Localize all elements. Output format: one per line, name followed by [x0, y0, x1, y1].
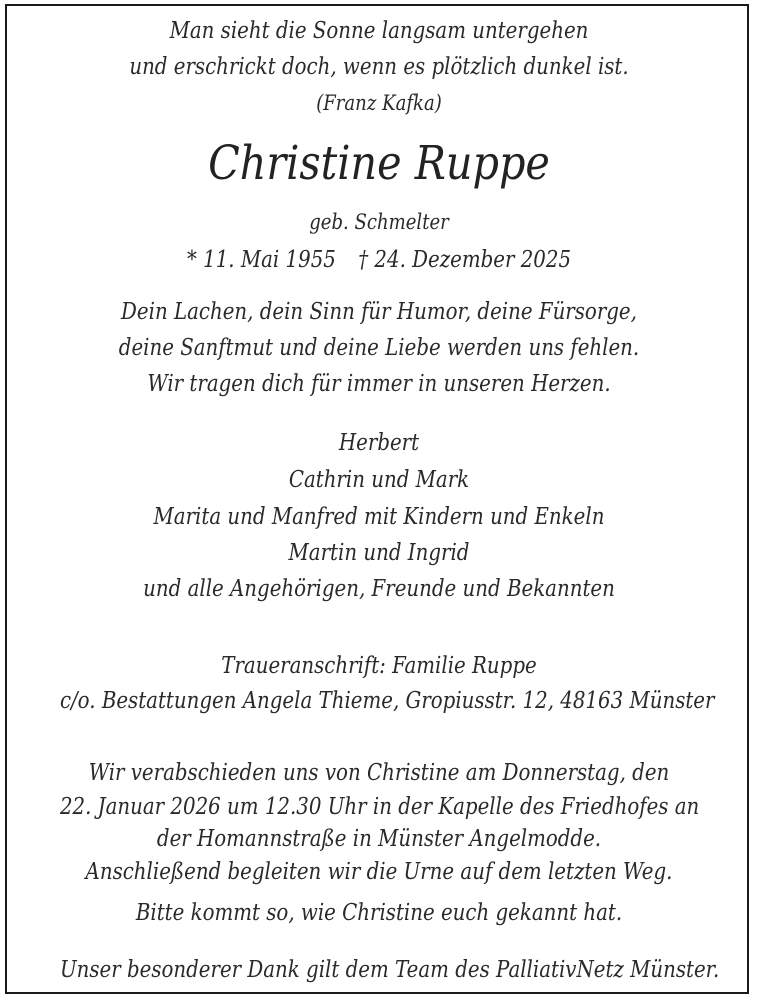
mourning-address-label: Traueranschrift: Familie Ruppe	[221, 653, 537, 679]
tribute-line: Dein Lachen, dein Sinn für Humor, deine Fürsorge,	[121, 299, 637, 325]
funeral-line: Wir verabschieden uns von Christine am Donnerstag, den	[88, 760, 670, 786]
deceased-name: Christine Ruppe	[208, 136, 550, 191]
birth-date: * 11. Mai 1955	[186, 247, 336, 273]
funeral-line: der Homannstraße in Münster Angelmodde.	[156, 826, 602, 852]
mourner-line: Cathrin und Mark	[288, 467, 470, 493]
death-date: † 24. Dezember 2025	[358, 247, 572, 273]
life-dates	[60, 249, 698, 272]
quote-line-1: Man sieht die Sonne langsam untergehen	[169, 18, 589, 44]
request-line: Bitte kommt so, wie Christine euch gekannt hat.	[135, 900, 623, 926]
birth-name: geb. Schmelter	[309, 210, 449, 234]
thanks-line: Unser besonderer Dank gilt dem Team des PalliativNetz Münster.	[59, 957, 720, 983]
quote-author: (Franz Kafka)	[316, 91, 442, 115]
mourner-line: Martin und Ingrid	[288, 540, 470, 566]
funeral-line: 22. Januar 2026 um 12.30 Uhr in der Kapelle des Friedhofes an	[59, 794, 700, 820]
mourning-address: c/o. Bestattungen Angela Thieme, Gropiusstr. 12, 48163 Münster	[59, 688, 715, 714]
quote-line-2: und erschrickt doch, wenn es plötzlich dunkel ist.	[129, 54, 629, 80]
tribute-line: Wir tragen dich für immer in unseren Herzen.	[147, 371, 611, 397]
mourner-line: Herbert	[338, 430, 420, 456]
funeral-line: Anschließend begleiten wir die Urne auf dem letzten Weg.	[85, 859, 673, 885]
tribute-line: deine Sanftmut und deine Liebe werden uns fehlen.	[118, 335, 640, 361]
mourner-line: und alle Angehörigen, Freunde und Bekannten	[143, 576, 615, 602]
mourner-line: Marita und Manfred mit Kindern und Enkeln	[153, 504, 605, 530]
